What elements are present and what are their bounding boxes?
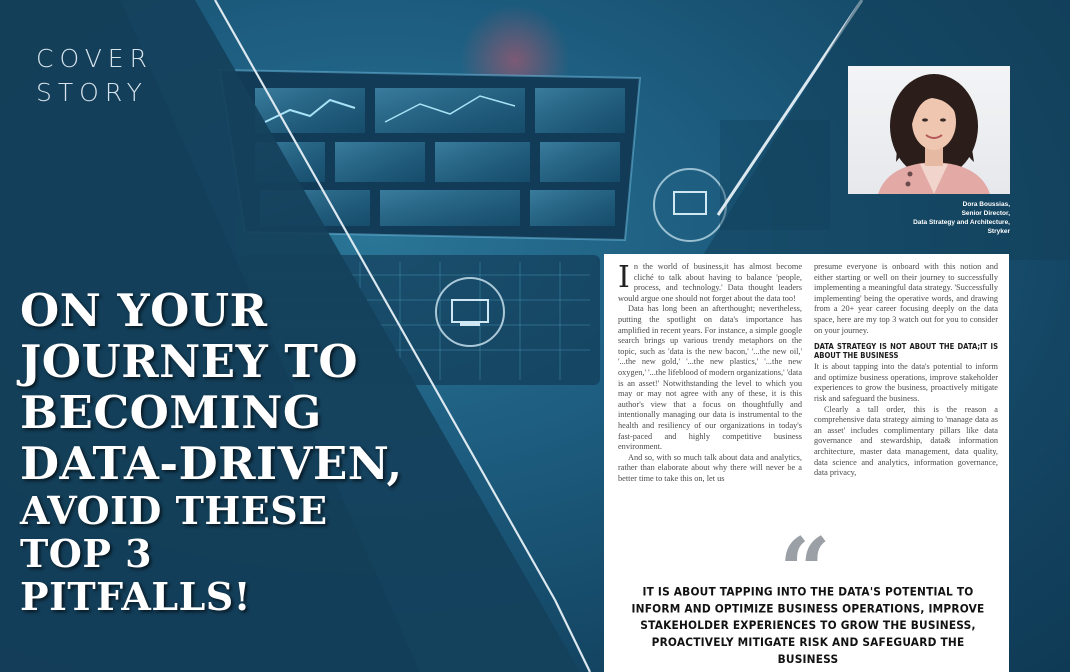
headline-line: TOP 3: [20, 531, 153, 576]
quote-mark-icon: “: [779, 518, 831, 624]
author-name: Dora Boussias,: [962, 201, 1010, 208]
headline-line: AVOID THESE: [20, 488, 328, 533]
pull-quote: IT IS ABOUT TAPPING INTO THE DATA'S POTENTIAL TO INFORM AND OPTIMIZE BUSINESS OPERATIONS, IMPROVE STAKEHOLDER EXPERIENCES TO GROW THE BUSINESS, PROACTIVELY MITIGATE RISK AND SAFEGUARD THE BUSINESS: [631, 586, 985, 666]
author-photo-illustration: [848, 66, 1010, 194]
author-company: Stryker: [987, 228, 1010, 235]
article-panel: [604, 254, 1009, 672]
headline-line: DATA-DRIVEN,: [20, 437, 403, 490]
section-label-story: STORY: [36, 78, 148, 107]
headline-line: JOURNEY TO: [20, 335, 359, 388]
author-caption: [848, 200, 1010, 236]
author-portrait: [848, 66, 1010, 194]
headline-line: BECOMING: [20, 386, 322, 439]
author-department: Data Strategy and Architecture,: [913, 219, 1010, 226]
headline-line: ON YOUR: [20, 284, 268, 337]
cover-headline: [20, 285, 490, 618]
article-paragraph: presume everyone is onboard with this notion and either starting or well on their journey to successfully implementing a meaningful data strategy. 'Successfully implementing' being the operative words, and drawing from a 20+ year career focusing deeply on the data space, here are my top 3 watch out for you to consider on your journey.: [814, 262, 998, 335]
author-title: Senior Director,: [961, 210, 1010, 217]
drop-cap: I: [618, 260, 630, 295]
article-paragraph: Clearly a tall order, this is the reason a comprehensive data strategy aiming to 'manage data as an asset' includes complimentary pillars like data governance and stewardship, data& information architecture, master data management, data quality, data science and analytics, information governance, data privacy,: [814, 404, 998, 478]
article-paragraph: It is about tapping into the data's potential to inform and optimize business operations, improve stakeholder experiences to grow the business, proactively mitigate risk and safeguard the business.: [814, 362, 998, 403]
article-paragraph: And so, with so much talk about data and analytics, rather than elaborate about why there will never be a better time to take this on, let us: [618, 452, 802, 483]
article-paragraph: Data has long been an afterthought; nevertheless, putting the spotlight on data's importance has amplified in recent years. For instance, a simple google search brings up various trendy metaphors on the topic, such as 'data is the new bacon,' '...the new oil,' '...the new gold,' '...the new plastics,' '...the new oxygen,' '...the lifeblood of modern organizations,' 'data is an asset!' Notwithstanding the level to which you may or may not agree with any of these, it is this author's view that a focus on thoughtfully and intentionally managing our data is instrumental to the health and resiliency of our organizations in today's fast-paced and highly competitive business environment.: [618, 304, 802, 452]
article-column-right: [814, 262, 998, 479]
article-paragraph: [618, 262, 802, 304]
article-column-left: [618, 262, 802, 484]
article-subheading: DATA STRATEGY IS NOT ABOUT THE DATA;IT IS ABOUT THE BUSINESS: [814, 342, 998, 361]
section-label-cover: COVER: [36, 44, 153, 73]
headline-line: PITFALLS!: [20, 574, 251, 619]
paragraph-text: n the world of business,it has almost become cliché to talk about having to balance 'people, process, and technology.' Data thought leaders would argue one should not forget about the data too!: [618, 262, 802, 303]
